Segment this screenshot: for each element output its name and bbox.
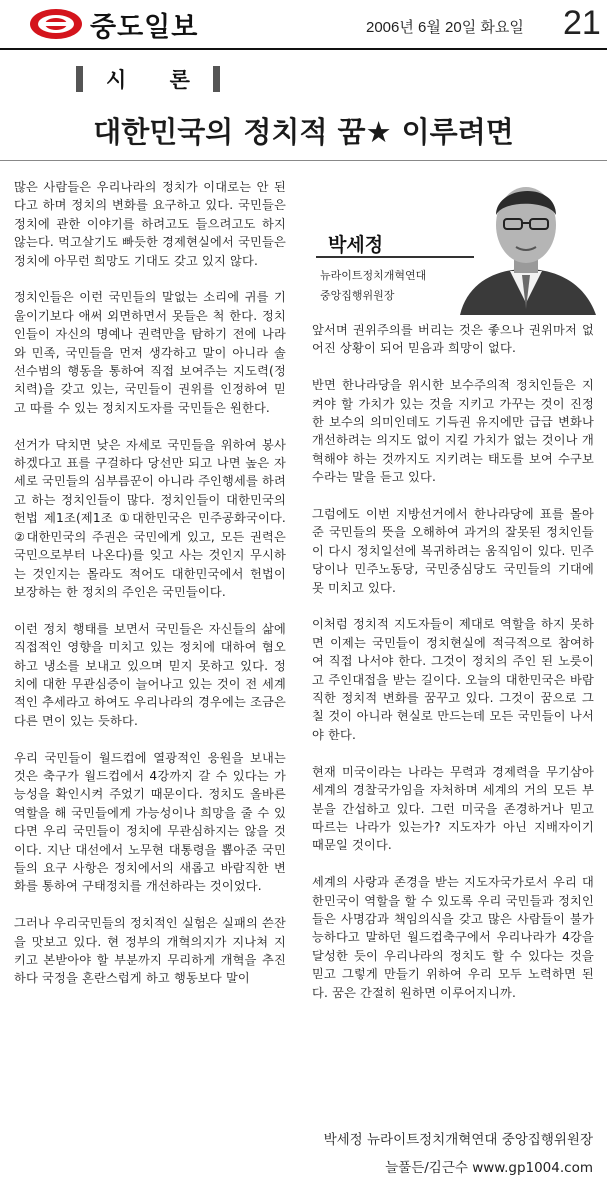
author-affiliation-title: 중앙집행위원장 xyxy=(320,289,395,302)
paragraph: 그러나 우리국민들의 정치적인 실험은 실패의 쓴잔을 맛보고 있다. 현 정부의 개혁의지가 지나쳐 지키고 본받아야 할 부분까지 무리하게 개혁을 추진하다 국정을 혼란스럽게 하고 행동보다 말이 xyxy=(14,916,286,986)
paragraph: 반면 한나라당을 위시한 보수주의적 정치인들은 지켜야 할 가치가 있는 것을 지키고 가꾸는 것이 진정한 보수의 의미인데도 기득권 유지에만 급급 변화나 개선하려는 의지도 없이 지킬 가치가 없는 것이나 개혁해야 하는 것까지도 지키려는 태도를 보여 수구보수라는 말을 듣고 있다. xyxy=(312,378,594,485)
paragraph: 정치인들은 이런 국민들의 말없는 소리에 귀를 기울이기보다 애써 외면하면서 못들은 척 한다. 정치인들이 자신의 명예나 권력만을 탐하기 전에 나라와 민족, 국민들을 먼저 생각하고 말이 아니라 솔선수범의 행동을 통하여 직접 보여주는 지도력(정치력)을 갖고 있는, 국민들이 권위를 인정하여 믿고 따를 수 있는 정치지도자를 국민들은 원한다. xyxy=(14,290,286,415)
paper-logo-icon xyxy=(28,7,84,41)
issue-date: 2006년 6월 20일 화요일 xyxy=(366,19,524,36)
paper-name: 중도일보 xyxy=(90,11,199,43)
paragraph: 그럼에도 이번 지방선거에서 한나라당에 표를 몰아준 국민들의 뜻을 오해하여 과거의 잘못된 정치인들이 다시 정치일선에 복귀하려는 움직임이 있다. 민주당이나 민주노동당, 국민중심당도 국민들의 기대에 못 미치고 있다. xyxy=(312,507,594,595)
section-label: 시 론 xyxy=(106,68,208,92)
page-number: 21 xyxy=(563,4,601,42)
paragraph: 선거가 닥치면 낮은 자세로 국민들을 위하여 봉사하겠다고 표를 구걸하다 당선만 되고 나면 높은 자세로 국민들의 심부름꾼이 아니라 주인행세를 하려고 하는 정치인들이 많다. 정치인들이 대한민국의 헌법 제1조(제1조 ①대한민국은 민주공화국이다. ②대한민국의 주권은 국민에게 있고, 모든 권력은 국민으로부터 나온다)를 잊고 사는 것인지 무시하는 것인지는 몰라도 적어도 대한민국에서 헌법이 보장하는 한 정치의 주인은 국민들이다. xyxy=(14,437,286,599)
paragraph: 이런 정치 행태를 보면서 국민들은 자신들의 삶에 직접적인 영향을 미치고 있는 정치에 대하여 혐오하고 냉소를 보내고 있으며 믿지 못하고 있다. 정치에 대한 무관심증이 늘어나고 있는 것이 전 세계적인 추세라고 하여도 우리나라의 경우에는 조금은 다른 면이 있는 듯하다. xyxy=(14,621,286,728)
author-underline xyxy=(316,256,474,258)
paragraph: 현재 미국이라는 나라는 무력과 경제력을 무기삼아 세계의 경찰국가임을 자처하며 세계의 거의 모든 부분을 간섭하고 있다. 그런 미국을 존경하거나 믿고 따르는 나라가 있는가? 지도자가 아닌 지배자이기 때문일 것이다. xyxy=(312,764,594,853)
author-portrait xyxy=(450,163,602,315)
illustration-credit: 늘풀든/김근수 www.gp1004.com xyxy=(385,1160,593,1176)
section-bar-right xyxy=(213,66,220,92)
newspaper-logo[interactable] xyxy=(28,7,198,41)
author-name: 박세정 xyxy=(328,234,384,256)
article-column-left xyxy=(14,178,286,1006)
headline-divider xyxy=(0,160,607,161)
article-column-right xyxy=(312,321,594,1020)
section-header xyxy=(76,63,220,95)
paragraph: 우리 국민들이 월드컵에 열광적인 응원을 보내는 것은 축구가 월드컵에서 4강까지 갈 수 있다는 가능성을 확인시켜 주었기 때문이다. 정치도 올바른 역할을 해 국민들에게 가능성이나 희망을 줄 수 있다면 우리 국민들이 정치에 무관심하지는 않을 것이다. 지난 대선에서 노무현 대통령을 뽑아준 국민들의 요구 사항은 정치에서의 새롭고 바람직한 변화를 통하여 구태정치를 개선하라는 것이었다. xyxy=(14,750,286,894)
author-affiliation xyxy=(320,266,426,306)
author-affiliation-org: 뉴라이트정치개혁연대 xyxy=(320,269,427,282)
paragraph: 앞서며 권위주의를 버리는 것은 좋으나 권위마저 없어진 상황이 되어 믿음과 희망이 없다. xyxy=(312,323,594,356)
section-bar-left xyxy=(76,66,83,92)
author-byline: 박세정 뉴라이트정치개혁연대 중앙집행위원장 xyxy=(323,1132,593,1148)
headline: 대한민국의 정치적 꿈★ 이루려면 xyxy=(93,115,514,149)
paragraph: 많은 사람들은 우리나라의 정치가 이대로는 안 된다고 하며 정치의 변화를 요구하고 있다. 국민들은 정치에 관한 이야기를 하려고도 들으려고도 하지 않는다. 먹고살기도 빠듯한 경제현실에서 국민들은 정치에 아무런 희망도 기대도 갖고 있지 않다. xyxy=(14,180,286,268)
masthead xyxy=(0,0,607,50)
paragraph: 이처럼 정치적 지도자들이 제대로 역할을 하지 못하면 이제는 국민들이 정치현실에 적극적으로 참여하여 직접 나서야 한다. 그것이 정치의 주인 된 노릇이고 주인대접을 받는 길이다. 오늘의 대한민국은 바람직한 정치적 변화를 꿈꾸고 있다. 그것이 꿈으로 그칠 것이 아니라 현실로 만드는데 모든 국민들이 나서야 한다. xyxy=(312,617,594,742)
paragraph: 세계의 사랑과 존경을 받는 지도자국가로서 우리 대한민국이 역할을 할 수 있도록 우리 국민들과 정치인들은 사명감과 책임의식을 갖고 많은 사람들이 불가능하다고 말하던 월드컵축구에서 우리나라가 4강을 달성한 듯이 우리나라의 정치도 할 수 있다는 것을 믿고 그렇게 만들기 위하여 우리 모두 노력하면 된다. 꿈은 간절히 원하면 이루어지니까. xyxy=(312,875,594,1000)
